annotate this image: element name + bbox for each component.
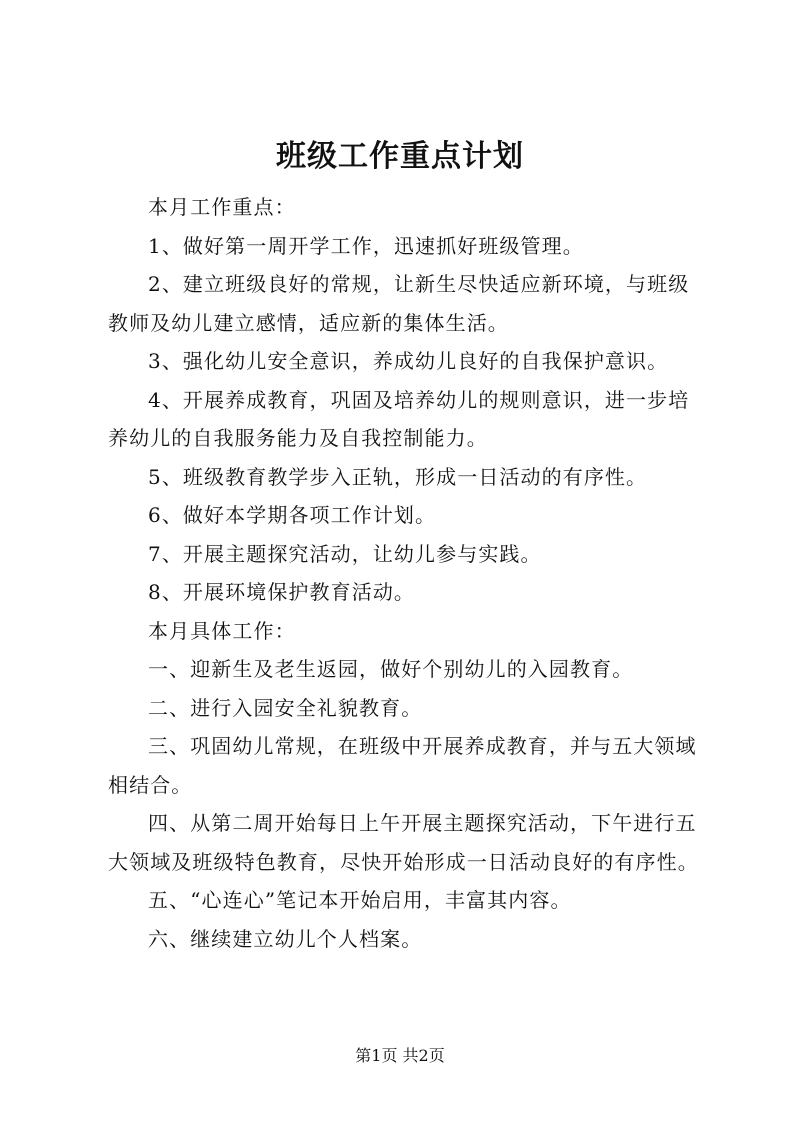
paragraph: 2、建立班级良好的常规，让新生尽快适应新环境，与班级教师及幼儿建立感情，适应新的集体生活。 (108, 272, 690, 335)
document-body (108, 188, 708, 958)
paragraph: 本月具体工作： (148, 618, 296, 643)
page-number-footer: 第1页 共2页 (355, 1046, 445, 1065)
paragraph: 8、开展环境保护教育活动。 (148, 580, 416, 604)
paragraph: 六、继续建立幼儿个人档案。 (148, 926, 423, 951)
paragraph: 4、开展养成教育，巩固及培养幼儿的规则意识，进一步培养幼儿的自我服务能力及自我控制能力。 (108, 387, 690, 450)
paragraph: 二、进行入园安全礼貌教育。 (148, 695, 423, 720)
paragraph: 1、做好第一周开学工作，迅速抓好班级管理。 (148, 233, 584, 258)
paragraph: 6、做好本学期各项工作计划。 (148, 503, 437, 527)
paragraph: 本月工作重点： (148, 195, 296, 219)
paragraph: 三、巩固幼儿常规，在班级中开展养成教育，并与五大领域相结合。 (108, 734, 697, 797)
paragraph: 五、“心连心”笔记本开始启用，丰富其内容。 (148, 888, 572, 912)
paragraph: 四、从第二周开始每日上午开展主题探究活动，下午进行五大领域及班级特色教育，尽快开始形成一日活动良好的有序性。 (108, 811, 699, 874)
paragraph: 3、强化幼儿安全意识，养成幼儿良好的自我保护意识。 (148, 349, 669, 373)
paragraph: 7、开展主题探究活动，让幼儿参与实践。 (148, 541, 542, 566)
paragraph: 一、迎新生及老生返园，做好个别幼儿的入园教育。 (148, 657, 634, 681)
document-title: 班级工作重点计划 (276, 139, 524, 174)
paragraph: 5、班级教育教学步入正轨，形成一日活动的有序性。 (148, 464, 648, 489)
